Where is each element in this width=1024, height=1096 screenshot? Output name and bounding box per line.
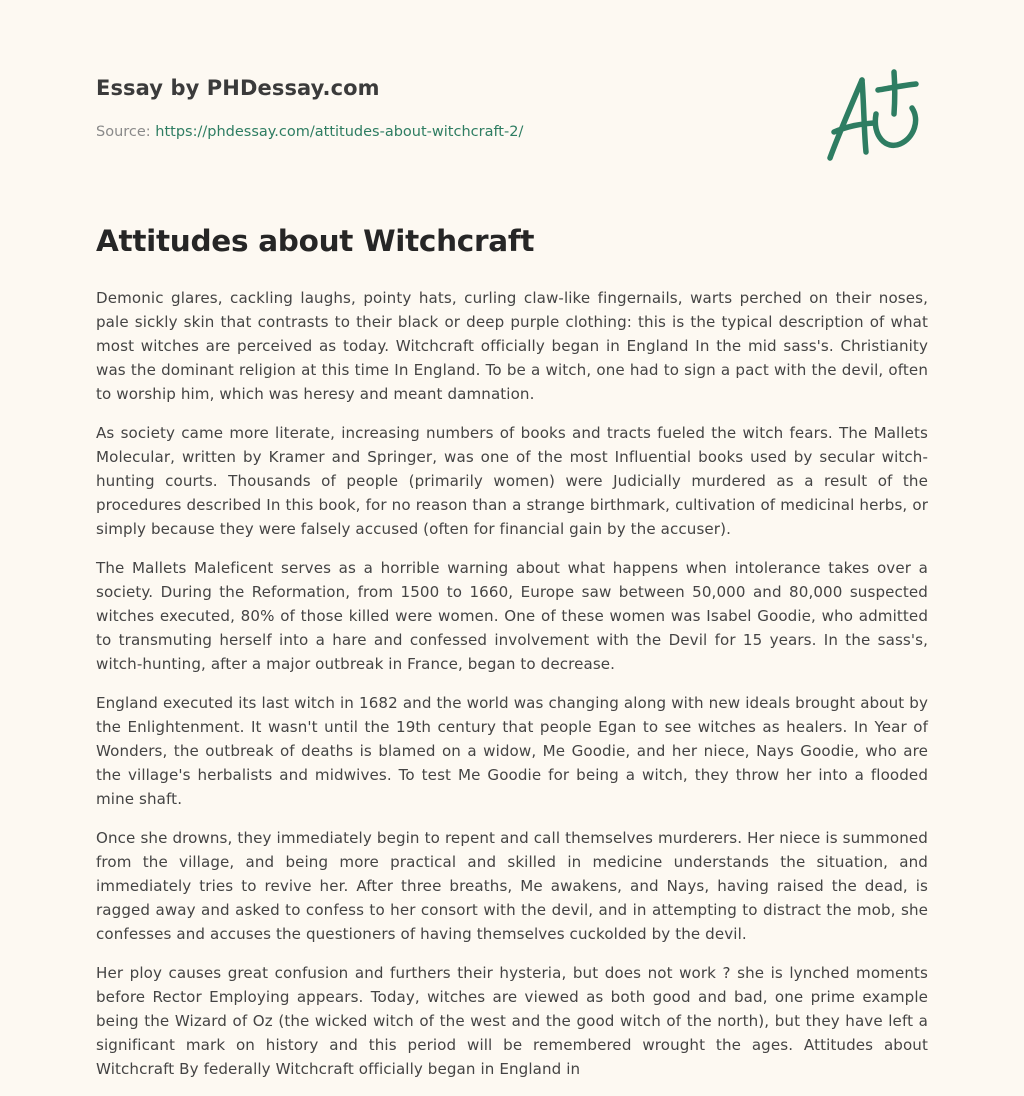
source-link[interactable]: https://phdessay.com/attitudes-about-witchcraft-2/	[155, 124, 524, 140]
a-plus-logo-icon	[824, 66, 928, 166]
essay-paragraph: The Mallets Maleficent serves as a horrible warning about what happens when intolerance takes over a society. During the Reformation, from 1500 to 1660, Europe saw between 50,000 and 80,000 suspected witches executed, 80% of those killed were women. One of these women was Isabel Goodie, who admitted to transmuting herself into a hare and confessed involvement with the Devil for 15 years. In the sass's, witch-hunting, after a major outbreak in France, began to decrease.	[96, 559, 928, 673]
essay-paragraph: As society came more literate, increasing numbers of books and tracts fueled the witch fears. The Mallets Molecular, written by Kramer and Springer, was one of the most Influential books used by secular witch-hunting courts. Thousands of people (primarily women) were Judicially murdered as a result of the procedures described In this book, for no reason than a strange birthmark, cultivation of medicinal herbs, or simply because they were falsely accused (often for financial gain by the accuser).	[96, 424, 928, 538]
source-line	[96, 124, 523, 140]
site-brand: Essay by PHDessay.com	[96, 76, 380, 100]
essay-body	[96, 286, 928, 1096]
essay-title: Attitudes about Witchcraft	[96, 224, 535, 258]
essay-paragraph: Once she drowns, they immediately begin to repent and call themselves murderers. Her niece is summoned from the village, and being more practical and skilled in medicine understands the situation, and immediately tries to revive her. After three breaths, Me awakens, and Nays, having raised the dead, is ragged away and asked to confess to her consort with the devil, and in attempting to distract the mob, she confesses and accuses the questioners of having themselves cuckolded by the devil.	[96, 829, 928, 943]
essay-paragraph: England executed its last witch in 1682 and the world was changing along with new ideals brought about by the Enlightenment. It wasn't until the 19th century that people Egan to see witches as healers. In Year of Wonders, the outbreak of deaths is blamed on a widow, Me Goodie, and her niece, Nays Goodie, who are the village's herbalists and midwives. To test Me Goodie for being a witch, they throw her into a flooded mine shaft.	[96, 694, 928, 808]
essay-paragraph: Her ploy causes great confusion and furthers their hysteria, but does not work ? she is lynched moments before Rector Employing appears. Today, witches are viewed as both good and bad, one prime example being the Wizard of Oz (the wicked witch of the west and the good witch of the north), but they have left a significant mark on history and this period will be remembered wrought the ages. Attitudes about Witchcraft By federally Witchcraft officially began in England in	[96, 964, 928, 1078]
source-label: Source:	[96, 124, 156, 140]
essay-paragraph: Demonic glares, cackling laughs, pointy hats, curling claw-like fingernails, warts perched on their noses, pale sickly skin that contrasts to their black or deep purple clothing: this is the typical description of what most witches are perceived as today. Witchcraft officially began in England In the mid sass's. Christianity was the dominant religion at this time In England. To be a witch, one had to sign a pact with the devil, often to worship him, which was heresy and meant damnation.	[96, 289, 928, 403]
